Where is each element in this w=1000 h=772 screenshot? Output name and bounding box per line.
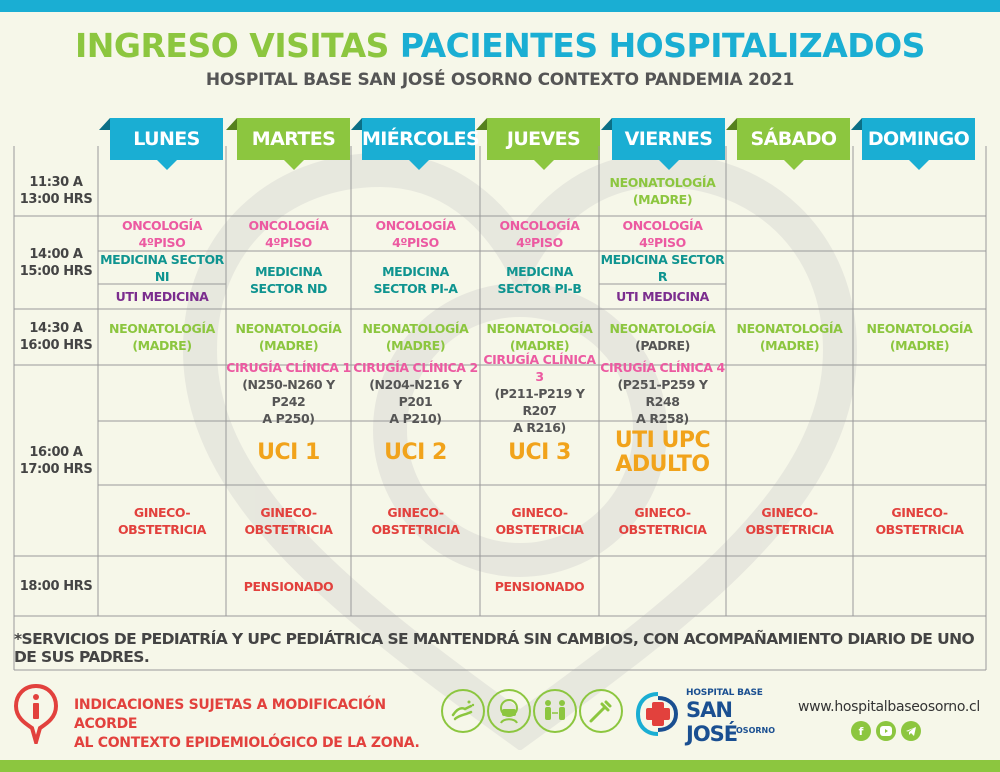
cell-domingo-neonatologia — [853, 309, 986, 365]
day-tab-jueves — [487, 118, 600, 160]
service-name: NEONATOLOGÍA — [866, 321, 973, 336]
social-distance-icon — [533, 689, 577, 733]
logo-line-3: OSORNO — [736, 726, 776, 735]
cell-martes-gineco — [226, 485, 351, 556]
service-name: GINECO- — [761, 504, 818, 520]
service-name: CIRUGÍA CLÍNICA 3 — [483, 351, 596, 384]
cell-sabado-neonatologia — [726, 309, 853, 365]
cell-sabado-gineco — [726, 485, 853, 556]
service-detail: (N204-N216 Y P201 — [369, 377, 462, 409]
service-name: NEONATOLOGÍA — [109, 321, 215, 336]
cell-lunes-medicina: MEDICINA SECTOR NI — [100, 251, 224, 284]
cell-jueves-medicina — [480, 251, 599, 309]
service-detail: SECTOR PI-A — [373, 281, 458, 296]
page-subtitle: HOSPITAL BASE SAN JOSÉ OSORNO CONTEXTO PANDEMIA 2021 — [205, 70, 795, 90]
service-detail: (MADRE) — [889, 338, 950, 353]
time-start: 14:30 A — [29, 321, 83, 336]
cell-miercoles-medicina — [351, 251, 480, 309]
service-detail: OBSTETRICIA — [745, 521, 834, 537]
service-name: GINECO- — [260, 504, 317, 520]
service-detail: (MADRE) — [632, 192, 693, 207]
service-detail: (MADRE) — [132, 338, 192, 353]
day-label: VIERNES — [624, 128, 713, 150]
service-detail: (MADRE) — [759, 338, 820, 353]
day-tab-miercoles — [362, 118, 480, 160]
cell-viernes-uti-medicina: UTI MEDICINA — [616, 289, 709, 304]
telegram-icon[interactable] — [901, 721, 921, 741]
cell-martes-pensionado: PENSIONADO — [243, 578, 334, 594]
service-name: NEONATOLOGÍA — [362, 321, 469, 336]
time-end: 16:00 HRS — [19, 338, 93, 353]
cell-lunes-uti-medicina: UTI MEDICINA — [115, 289, 209, 304]
service-name: NEONATOLOGÍA — [609, 321, 716, 336]
day-label: LUNES — [133, 128, 200, 150]
service-name: UTI UPC — [614, 428, 711, 453]
cell-viernes-neonatologia — [599, 166, 726, 216]
cell-domingo-gineco — [853, 485, 986, 556]
facebook-icon[interactable]: f — [851, 721, 871, 741]
time-start: 16:00 A — [29, 444, 83, 460]
service-detail: (P251-P259 Y R248 — [617, 377, 708, 409]
cell-martes-oncologia: ONCOLOGÍA 4ºPISO — [248, 217, 329, 250]
youtube-icon[interactable] — [876, 721, 896, 741]
day-tab-viernes — [612, 118, 725, 160]
time-end: 15:00 HRS — [19, 263, 93, 279]
hand-washing-icon — [441, 689, 485, 733]
cell-viernes-cirugia — [599, 360, 726, 426]
cell-miercoles-uci: UCI 2 — [384, 440, 447, 465]
service-name: CIRUGÍA CLÍNICA 2 — [353, 360, 478, 375]
cell-miercoles-oncologia: ONCOLOGÍA 4ºPISO — [375, 217, 456, 250]
cell-miercoles-gineco — [351, 485, 480, 556]
top-color-bar — [0, 0, 1000, 12]
time-start: 11:30 A — [29, 175, 83, 190]
time-end: 13:00 HRS — [19, 192, 93, 207]
cell-lunes-neonatologia — [98, 309, 226, 365]
service-detail: SECTOR ND — [249, 281, 328, 296]
service-name: GINECO- — [634, 504, 691, 520]
service-name: GINECO- — [133, 504, 191, 520]
service-detail: A R258) — [636, 411, 689, 426]
service-detail: OBSTETRICIA — [244, 521, 333, 537]
cell-martes-medicina — [226, 251, 351, 309]
cell-lunes-gineco — [98, 485, 226, 556]
time-slot-4 — [14, 365, 98, 556]
info-icon — [14, 684, 58, 744]
day-label: MARTES — [251, 128, 336, 150]
service-name: NEONATOLOGÍA — [235, 321, 342, 336]
service-name: GINECO- — [387, 504, 444, 520]
time-end: 17:00 HRS — [19, 461, 93, 477]
service-detail: A R216) — [513, 419, 566, 435]
time-slot-2 — [14, 216, 98, 309]
cell-jueves-uci: UCI 3 — [508, 440, 571, 465]
service-detail: (P211-P219 Y R207 — [494, 385, 585, 418]
notice-text — [74, 696, 434, 753]
vaccine-icon — [579, 689, 623, 733]
service-detail: OBSTETRICIA — [618, 521, 707, 537]
page-title — [0, 26, 1000, 65]
cell-lunes-oncologia: ONCOLOGÍA 4ºPISO — [121, 217, 203, 250]
service-name: GINECO- — [891, 504, 948, 520]
cell-jueves-pensionado: PENSIONADO — [494, 578, 585, 594]
logo-line-2: SAN JOSÉ — [686, 698, 738, 746]
time-start: 18:00 HRS — [19, 578, 93, 594]
cell-martes-neonatologia — [226, 309, 351, 365]
hospital-logo — [634, 686, 784, 746]
service-name: CIRUGÍA CLÍNICA 4 — [600, 360, 725, 375]
day-tab-domingo — [862, 118, 975, 160]
service-name: MEDICINA — [506, 264, 573, 279]
day-tab-sabado — [737, 118, 850, 160]
service-detail: SECTOR PI-B — [497, 281, 582, 296]
day-label: JUEVES — [506, 128, 581, 150]
notice-line: AL CONTEXTO EPIDEMIOLÓGICO DE LA ZONA. — [74, 735, 420, 751]
day-tab-martes — [237, 118, 350, 160]
cell-miercoles-cirugia — [351, 360, 480, 426]
service-name: GINECO- — [511, 504, 568, 520]
cell-viernes-uti-upc — [599, 421, 726, 485]
time-slot-1 — [14, 166, 98, 216]
service-name: NEONATOLOGÍA — [486, 321, 593, 336]
service-detail: (MADRE) — [385, 338, 446, 353]
service-name: CIRUGÍA CLÍNICA 1 — [226, 360, 351, 375]
time-slot-3 — [14, 309, 98, 365]
cell-viernes-oncologia: ONCOLOGÍA 4ºPISO — [622, 217, 703, 250]
service-detail: OBSTETRICIA — [875, 521, 964, 537]
service-detail: ADULTO — [615, 452, 710, 477]
face-mask-icon — [487, 689, 531, 733]
time-slot-5 — [14, 556, 98, 616]
hospital-cross-icon — [634, 690, 682, 738]
cell-viernes-gineco — [599, 485, 726, 556]
cell-viernes-medicina: MEDICINA SECTOR R — [600, 251, 725, 284]
service-detail: (N250-N260 Y P242 — [242, 377, 335, 409]
cell-miercoles-neonatologia — [351, 309, 480, 365]
website-link[interactable]: www.hospitalbaseosorno.cl — [798, 699, 981, 715]
service-detail: OBSTETRICIA — [371, 521, 460, 537]
service-detail: A P210) — [389, 411, 442, 426]
notice-line: INDICACIONES SUJETAS A MODIFICACIÓN ACORDE — [74, 697, 386, 732]
service-detail: OBSTETRICIA — [495, 521, 584, 537]
cell-jueves-oncologia: ONCOLOGÍA 4ºPISO — [499, 217, 580, 250]
day-label: DOMINGO — [867, 128, 970, 150]
service-name: NEONATOLOGÍA — [736, 321, 843, 336]
service-name: MEDICINA — [382, 264, 449, 279]
day-label: SÁBADO — [750, 128, 837, 150]
bottom-color-bar — [0, 760, 1000, 772]
service-detail: OBSTETRICIA — [117, 521, 207, 537]
title-part-1: INGRESO VISITAS — [75, 26, 389, 65]
service-detail: A P250) — [262, 411, 315, 426]
service-detail: (MADRE) — [258, 338, 319, 353]
cell-jueves-gineco — [480, 485, 599, 556]
service-detail: (MADRE) — [509, 338, 570, 353]
footnote: *SERVICIOS DE PEDIATRÍA Y UPC PEDIÁTRICA SE MANTENDRÁ SIN CAMBIOS, CON ACOMPAÑAMIENTO DIARIO DE UNO DE SUS PADRES. — [14, 630, 975, 666]
service-detail: (PADRE) — [635, 338, 690, 353]
day-label: MIÉRCOLES — [362, 128, 480, 150]
time-start: 14:00 A — [29, 246, 83, 262]
logo-line-1: HOSPITAL BASE — [686, 688, 763, 698]
cell-martes-cirugia — [226, 360, 351, 426]
day-tab-lunes — [110, 118, 223, 160]
service-name: NEONATOLOGÍA — [609, 175, 716, 190]
cell-jueves-cirugia — [480, 351, 599, 435]
title-part-2: PACIENTES HOSPITALIZADOS — [399, 26, 925, 65]
cell-viernes-neonatologia — [599, 309, 726, 365]
service-name: MEDICINA — [255, 264, 322, 279]
cell-martes-uci: UCI 1 — [257, 440, 320, 465]
